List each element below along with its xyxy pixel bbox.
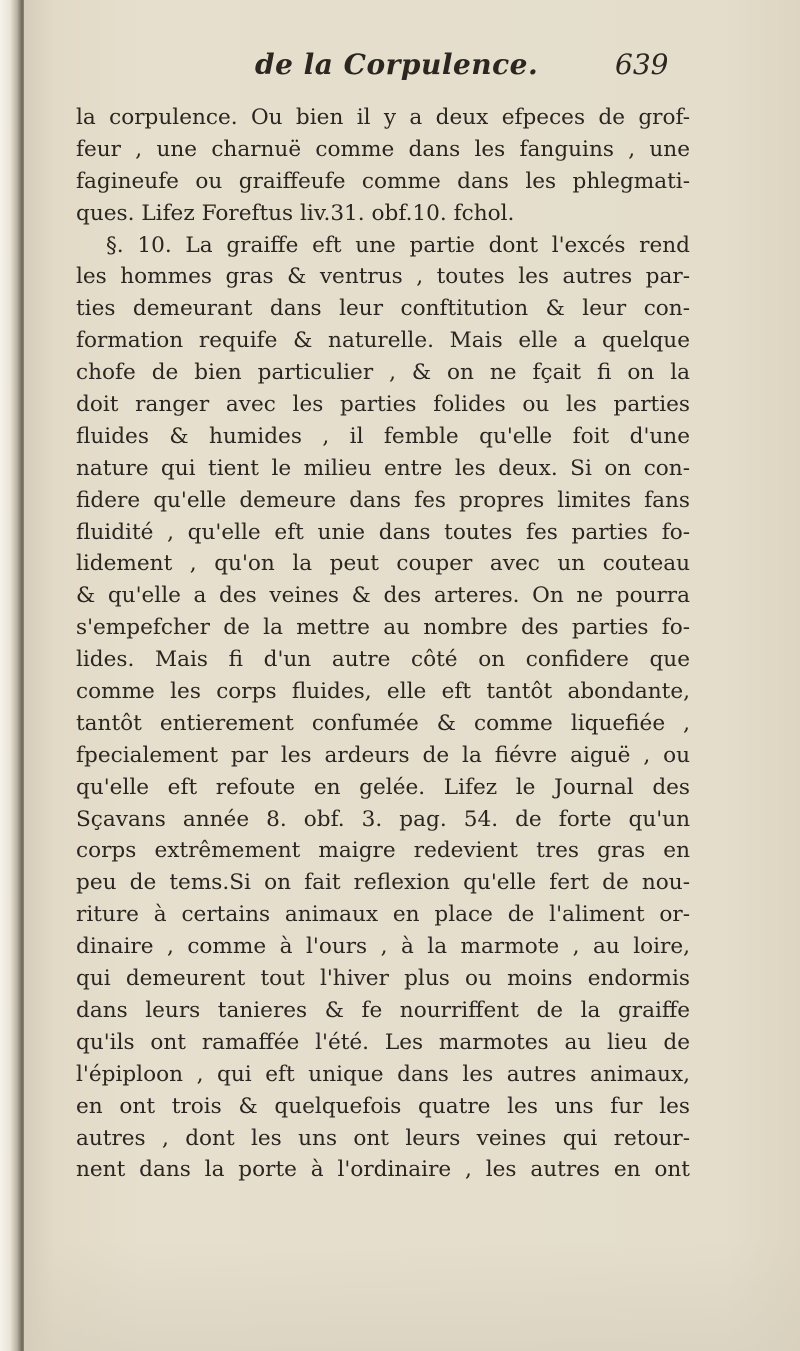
page-header [70,44,690,94]
text-line: doit ranger avec les parties folides ou les parties [76,392,690,418]
text-line: chofe de bien particulier , & on ne fçait fi on la [76,360,690,386]
text-line: feur , une charnuë comme dans les fanguins , une [76,136,690,162]
text-line: tantôt entierement confumée & comme liquefiée , [76,710,690,736]
text-line: qu'ils ont ramaffée l'été. Les marmotes au lieu de [76,1029,690,1055]
text-line: lidement , qu'on la peut couper avec un couteau [76,551,690,577]
text-line: Sçavans année 8. obf. 3. pag. 54. de forte qu'un [76,806,690,832]
text-line: nent dans la porte à l'ordinaire , les autres en ont [76,1157,690,1183]
text-line: §. 10. La graiffe eft une partie dont l'excés rend [106,232,690,258]
text-line: & qu'elle a des veines & des arteres. On ne pourra [76,583,690,609]
text-line: peu de tems.Si on fait reflexion qu'elle fert de nou- [76,870,690,896]
text-line: la corpulence. Ou bien il y a deux efpeces de grof- [76,105,690,130]
text-line: dinaire , comme à l'ours , à la marmote , au loire, [76,934,690,960]
text-line: les hommes gras & ventrus , toutes les autres par- [76,264,690,290]
running-head: de la Corpulence. [255,48,539,81]
text-line: comme les corps fluides, elle eft tantôt abondante, [76,679,690,705]
text-line: autres , dont les uns ont leurs veines qui retour- [76,1125,690,1151]
page-number: 639 [615,48,669,81]
text-line: qui demeurent tout l'hiver plus ou moins endormis [76,966,690,992]
text-line: riture à certains animaux en place de l'aliment or- [76,902,690,928]
text-line: ques. Lifez Foreftus liv.31. obf.10. fchol. [76,200,515,226]
text-line: corps extrêmement maigre redevient tres gras en [76,838,690,864]
bottom-margin [24,1241,800,1351]
text-line: fidere qu'elle demeure dans fes propres limites fans [76,487,690,513]
text-line: l'épiploon , qui eft unique dans les autres animaux, [76,1061,690,1087]
text-line: dans leurs tanieres & fe nourriffent de la graiffe [76,997,690,1023]
text-line: formation requife & naturelle. Mais elle a quelque [76,328,690,354]
text-line: ties demeurant dans leur conftitution & leur con- [76,296,690,322]
text-line: en ont trois & quelquefois quatre les uns fur les [76,1093,690,1119]
text-line: fluidité , qu'elle eft unie dans toutes fes parties fo- [76,519,690,545]
book-binding-gutter [0,0,24,1351]
text-line: lides. Mais fi d'un autre côté on confidere que [76,647,690,673]
text-line: s'empefcher de la mettre au nombre des parties fo- [76,615,690,641]
text-line: nature qui tient le milieu entre les deux. Si on con- [76,455,690,481]
text-line: fluides & humides , il femble qu'elle foit d'une [76,423,690,449]
text-line: qu'elle eft refoute en gelée. Lifez le Journal des [76,774,690,800]
body-text [76,102,690,1186]
text-line: fagineufe ou graiffeufe comme dans les phlegmati- [76,168,690,194]
text-line: fpecialement par les ardeurs de la fiévre aiguë , ou [76,742,690,768]
